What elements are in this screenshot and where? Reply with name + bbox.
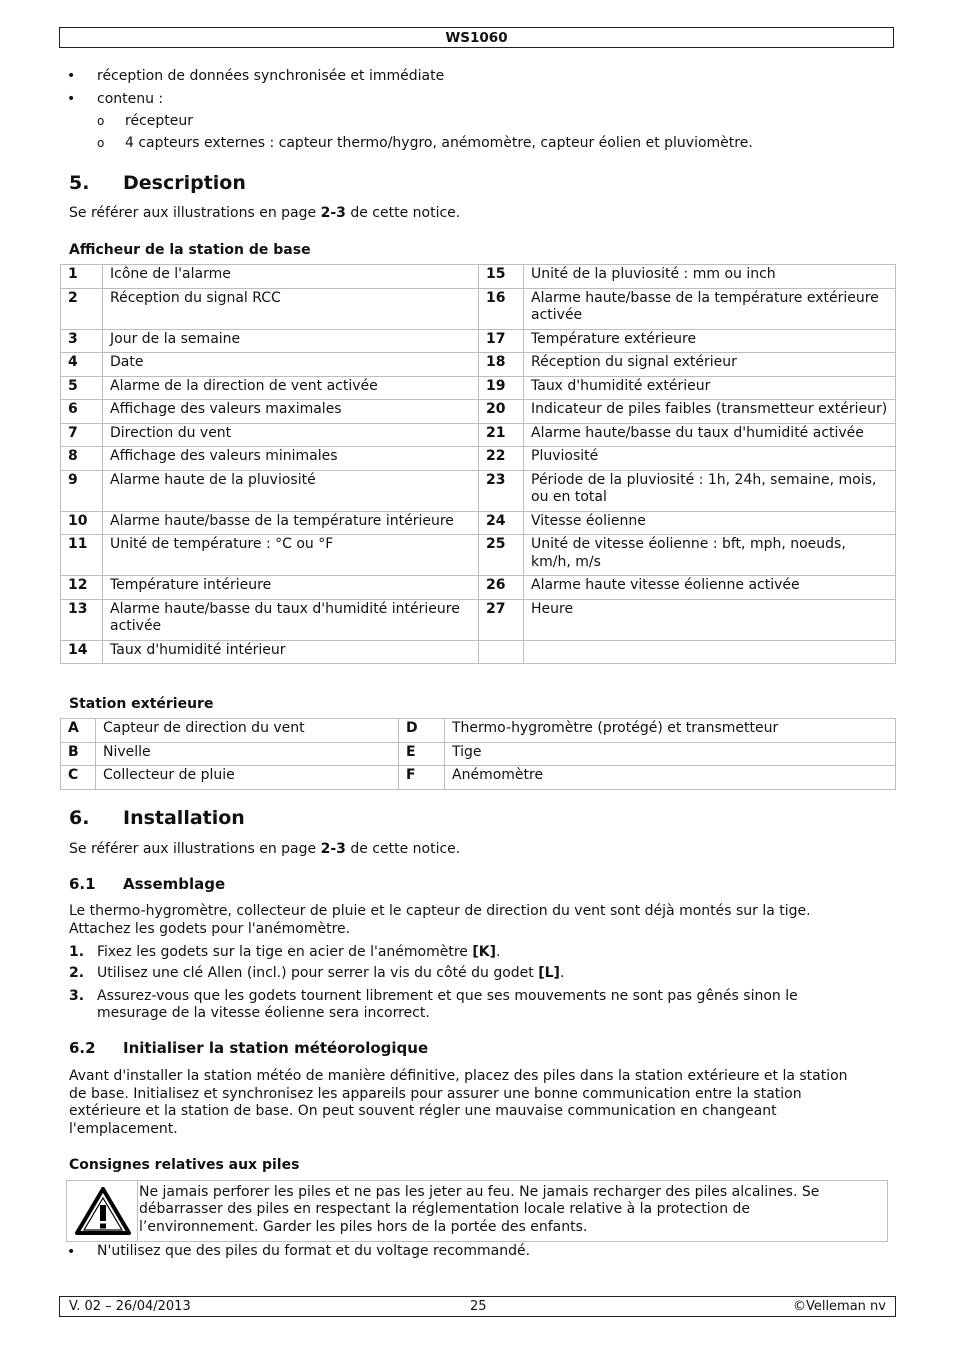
- table-row: [61, 423, 896, 447]
- item-number: 21: [479, 423, 524, 447]
- item-number: 2: [61, 288, 103, 329]
- item-number: 13: [61, 599, 103, 640]
- item-description: Alarme de la direction de vent activée: [103, 376, 479, 400]
- item-number: 6: [61, 400, 103, 424]
- item-description: Réception du signal RCC: [103, 288, 479, 329]
- step-number: 2.: [69, 965, 85, 981]
- item-number: 10: [61, 511, 103, 535]
- item-description: [524, 640, 896, 664]
- section-number: 6.: [69, 807, 90, 829]
- item-description: Alarme haute/basse du taux d'humidité activée: [524, 423, 896, 447]
- item-number: 17: [479, 329, 524, 353]
- outdoor-station-table: [60, 718, 896, 790]
- section-reference: Se référer aux illustrations en page 2-3 de cette notice.: [69, 841, 461, 857]
- step-text: Assurez-vous que les godets tournent librement et que ses mouvements ne sont pas gênés sinon le: [97, 988, 798, 1004]
- item-description: Alarme haute/basse du taux d'humidité intérieure activée: [103, 599, 479, 640]
- bullet-icon: •: [67, 91, 76, 107]
- item-description: Unité de la pluviosité : mm ou inch: [524, 265, 896, 289]
- paragraph-line: extérieure et la station de base. On peut souvent régler une mauvaise communication en changeant: [69, 1103, 777, 1119]
- item-number: E: [399, 742, 445, 766]
- footer-version: V. 02 – 26/04/2013: [69, 1299, 191, 1314]
- subsection-number: 6.2: [69, 1039, 96, 1057]
- table-row: [61, 599, 896, 640]
- item-number: F: [399, 766, 445, 790]
- item-description: Tige: [445, 742, 896, 766]
- item-description: Unité de température : °C ou °F: [103, 535, 479, 576]
- item-description: Alarme haute/basse de la température extérieure activée: [524, 288, 896, 329]
- section-reference: Se référer aux illustrations en page 2-3 de cette notice.: [69, 205, 461, 221]
- table-row: [61, 576, 896, 600]
- step-text: Utilisez une clé Allen (incl.) pour serrer la vis du côté du godet [L].: [97, 965, 565, 981]
- section-title: Description: [123, 172, 246, 194]
- item-description: Affichage des valeurs maximales: [103, 400, 479, 424]
- item-description: Alarme haute de la pluviosité: [103, 470, 479, 511]
- item-number: 26: [479, 576, 524, 600]
- item-number: 12: [61, 576, 103, 600]
- list-item: contenu :: [97, 91, 164, 107]
- bullet-icon: •: [67, 1244, 76, 1260]
- item-description: Alarme haute/basse de la température intérieure: [103, 511, 479, 535]
- item-description: Taux d'humidité intérieur: [103, 640, 479, 664]
- item-number: 7: [61, 423, 103, 447]
- table-row: [61, 511, 896, 535]
- warning-text-line: l’environnement. Garder les piles hors de la portée des enfants.: [139, 1219, 588, 1235]
- item-description: Heure: [524, 599, 896, 640]
- circle-bullet-icon: o: [97, 136, 105, 150]
- section-number: 5.: [69, 172, 90, 194]
- item-description: Température intérieure: [103, 576, 479, 600]
- sub-list-item: récepteur: [125, 113, 193, 129]
- document-title: WS1060: [445, 30, 508, 46]
- item-description: Icône de l'alarme: [103, 265, 479, 289]
- table-row: [61, 470, 896, 511]
- item-description: Réception du signal extérieur: [524, 353, 896, 377]
- paragraph-line: l'emplacement.: [69, 1121, 178, 1137]
- list-item: réception de données synchronisée et immédiate: [97, 68, 445, 84]
- warning-triangle-icon: [74, 1186, 132, 1236]
- warning-divider: [137, 1181, 138, 1241]
- table-caption: Station extérieure: [69, 696, 214, 712]
- item-description: Taux d'humidité extérieur: [524, 376, 896, 400]
- warning-text-line: Ne jamais perforer les piles et ne pas les jeter au feu. Ne jamais recharger des piles alcalines. Se: [139, 1184, 820, 1200]
- subsection-caption: Consignes relatives aux piles: [69, 1157, 300, 1173]
- item-description: Pluviosité: [524, 447, 896, 471]
- table-row: [61, 447, 896, 471]
- bullet-icon: •: [67, 68, 76, 84]
- item-description: Unité de vitesse éolienne : bft, mph, noeuds, km/h, m/s: [524, 535, 896, 576]
- paragraph-line: Le thermo-hygromètre, collecteur de pluie et le capteur de direction du vent sont déjà montés sur la tige.: [69, 903, 811, 919]
- table-row: [61, 742, 896, 766]
- item-number: 9: [61, 470, 103, 511]
- sub-list-item: 4 capteurs externes : capteur thermo/hygro, anémomètre, capteur éolien et pluviomètre.: [125, 135, 753, 151]
- item-number: [479, 640, 524, 664]
- item-description: Thermo-hygromètre (protégé) et transmetteur: [445, 719, 896, 743]
- item-description: Collecteur de pluie: [96, 766, 399, 790]
- table-row: [61, 265, 896, 289]
- table-row: [61, 766, 896, 790]
- item-description: Jour de la semaine: [103, 329, 479, 353]
- item-number: 25: [479, 535, 524, 576]
- item-number: 1: [61, 265, 103, 289]
- item-description: Capteur de direction du vent: [96, 719, 399, 743]
- table-row: [61, 329, 896, 353]
- footer-company: ©Velleman nv: [792, 1299, 886, 1314]
- table-row: [61, 288, 896, 329]
- item-number: 20: [479, 400, 524, 424]
- table-row: [61, 535, 896, 576]
- item-number: 27: [479, 599, 524, 640]
- warning-box: [66, 1180, 888, 1242]
- item-description: Indicateur de piles faibles (transmetteur extérieur): [524, 400, 896, 424]
- step-number: 1.: [69, 944, 85, 960]
- item-description: Date: [103, 353, 479, 377]
- item-number: 24: [479, 511, 524, 535]
- page-number: 25: [470, 1299, 487, 1314]
- item-number: 16: [479, 288, 524, 329]
- step-text: Fixez les godets sur la tige en acier de l'anémomètre [K].: [97, 944, 501, 960]
- table-row: [61, 719, 896, 743]
- item-number: 3: [61, 329, 103, 353]
- item-number: 4: [61, 353, 103, 377]
- table-row: [61, 400, 896, 424]
- item-number: 14: [61, 640, 103, 664]
- item-number: 19: [479, 376, 524, 400]
- item-number: 22: [479, 447, 524, 471]
- subsection-title: Assemblage: [123, 875, 226, 893]
- item-description: Alarme haute vitesse éolienne activée: [524, 576, 896, 600]
- section-title: Installation: [123, 807, 245, 829]
- item-number: 15: [479, 265, 524, 289]
- item-number: 11: [61, 535, 103, 576]
- item-number: 8: [61, 447, 103, 471]
- item-number: B: [61, 742, 96, 766]
- item-number: 23: [479, 470, 524, 511]
- item-number: C: [61, 766, 96, 790]
- table-row: [61, 376, 896, 400]
- item-description: Anémomètre: [445, 766, 896, 790]
- document-footer: [59, 1296, 896, 1317]
- table-row: [61, 353, 896, 377]
- warning-text-line: débarrasser des piles en respectant la réglementation locale relative à la protection de: [139, 1201, 751, 1217]
- table-row: [61, 640, 896, 664]
- table-caption: Afficheur de la station de base: [69, 242, 311, 258]
- item-number: 18: [479, 353, 524, 377]
- item-description: Nivelle: [96, 742, 399, 766]
- item-number: A: [61, 719, 96, 743]
- item-number: 5: [61, 376, 103, 400]
- item-number: D: [399, 719, 445, 743]
- base-station-table: [60, 264, 896, 664]
- item-description: Direction du vent: [103, 423, 479, 447]
- subsection-title: Initialiser la station météorologique: [123, 1039, 429, 1057]
- step-text: mesurage de la vitesse éolienne sera incorrect.: [97, 1005, 430, 1021]
- item-description: Température extérieure: [524, 329, 896, 353]
- document-header: [59, 27, 894, 48]
- step-number: 3.: [69, 988, 85, 1004]
- paragraph-line: Attachez les godets pour l'anémomètre.: [69, 921, 351, 937]
- subsection-number: 6.1: [69, 875, 96, 893]
- paragraph-line: Avant d'installer la station météo de manière définitive, placez des piles dans la station extérieure et la station: [69, 1068, 848, 1084]
- list-item: N'utilisez que des piles du format et du voltage recommandé.: [97, 1243, 531, 1259]
- item-description: Vitesse éolienne: [524, 511, 896, 535]
- item-description: Période de la pluviosité : 1h, 24h, semaine, mois, ou en total: [524, 470, 896, 511]
- paragraph-line: de base. Initialisez et synchronisez les appareils pour assurer une bonne communication entre la station: [69, 1086, 802, 1102]
- circle-bullet-icon: o: [97, 114, 105, 128]
- item-description: Affichage des valeurs minimales: [103, 447, 479, 471]
